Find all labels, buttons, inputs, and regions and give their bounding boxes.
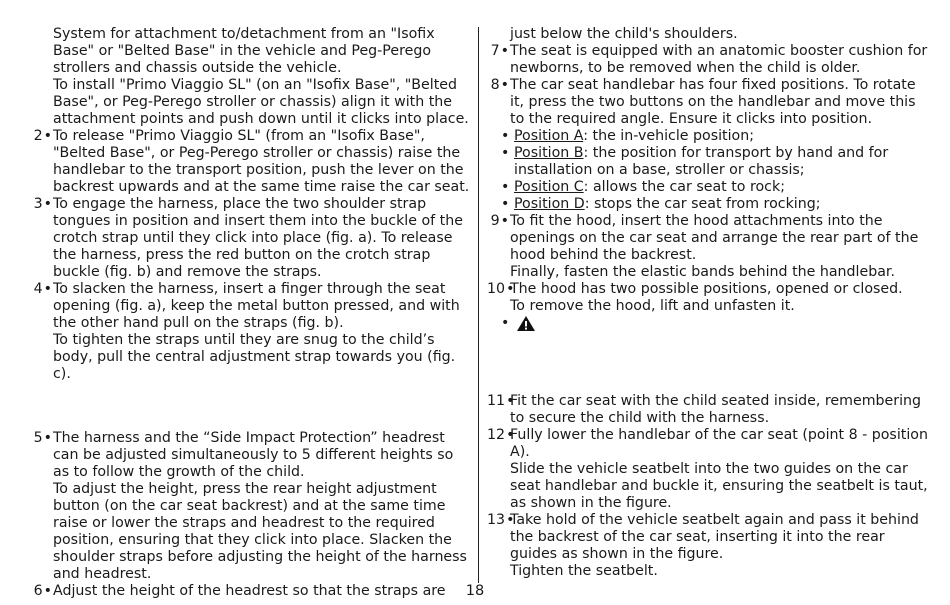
instruction-item-10 — [487, 281, 932, 315]
item-number: 8 • — [487, 77, 509, 94]
instruction-item-5 — [30, 430, 470, 583]
item-text: Tighten the seatbelt. — [510, 563, 658, 579]
item-number: 3 • — [30, 196, 52, 213]
position-b-bullet — [487, 145, 932, 179]
item-text: To adjust the height, press the rear height adjustment button (on the car seat backrest) and at the same time raise or lower the straps and headrest to the required position, ensuring that they click into place. Slacken the shoulder straps before adjusting the height of the harness and headrest. — [53, 481, 467, 582]
item-text: The seat is equipped with an anatomic booster cushion for newborns, to be removed when the child is older. — [510, 43, 928, 76]
instruction-item-4 — [30, 281, 470, 383]
position-label: Position B — [514, 145, 584, 161]
item-text: The hood has two possible positions, opened or closed. — [510, 281, 903, 297]
instruction-item-12 — [487, 427, 932, 512]
item-number: 5 • — [30, 430, 52, 447]
item-text: To tighten the straps until they are snug to the child’s body, pull the central adjustment strap towards you (fig. c). — [53, 332, 456, 382]
right-column — [487, 26, 932, 580]
position-label: Position D — [514, 196, 585, 212]
position-text: : the in-vehicle position; — [583, 128, 754, 144]
warning-bullet — [487, 315, 932, 337]
position-text: : allows the car seat to rock; — [583, 179, 785, 195]
intro-block — [30, 26, 470, 128]
position-text: : stops the car seat from rocking; — [584, 196, 821, 212]
item-text: To fit the hood, insert the hood attachments into the openings on the car seat and arrange the rear part of the hood behind the backrest. — [510, 213, 919, 263]
page-number: 18 — [465, 583, 485, 599]
bullet-dot: • — [501, 128, 510, 144]
item-text: To release "Primo Viaggio SL" (from an "Isofix Base", "Belted Base", or Peg-Perego stroller or chassis) raise the handlebar to the transport position, push the lever on the backrest upwards and at the same time raise the car seat. — [53, 128, 470, 195]
instruction-item-11 — [487, 393, 932, 427]
item-text: Adjust the height of the headrest so that the straps are — [53, 583, 446, 599]
warning-triangle-icon — [516, 315, 536, 337]
item-number: 13 • — [487, 512, 509, 529]
section-gap — [30, 383, 470, 430]
instruction-item-7 — [487, 43, 932, 77]
item-text: To remove the hood, lift and unfasten it. — [510, 298, 795, 314]
item-text: The car seat handlebar has four fixed positions. To rotate it, press the two buttons on the handlebar and move this to the required angle. Ensure it clicks into position. — [510, 77, 916, 127]
instruction-item-8 — [487, 77, 932, 128]
item-text: The harness and the “Side Impact Protection” headrest can be adjusted simultaneously to 5 different heights so as to follow the growth of the child. — [53, 430, 454, 480]
position-a-bullet — [487, 128, 932, 145]
item-text: Slide the vehicle seatbelt into the two guides on the car seat handlebar and buckle it, ensuring the seatbelt is taut, as shown in the figure. — [510, 461, 928, 511]
position-c-bullet — [487, 179, 932, 196]
position-text: : the position for transport by hand and for installation on a base, stroller or chassis; — [514, 145, 889, 178]
bullet-dot: • — [501, 145, 510, 161]
column-divider — [478, 27, 479, 583]
position-label: Position A — [514, 128, 584, 144]
item-text: To slacken the harness, insert a finger through the seat opening (fig. a), keep the metal button pressed, and with the other hand pull on the straps (fig. b). — [53, 281, 460, 331]
item-number: 7 • — [487, 43, 509, 60]
instruction-item-9 — [487, 213, 932, 281]
intro-paragraph: To install "Primo Viaggio SL" (on an "Isofix Base", "Belted Base", or Peg-Perego stroller or chassis) align it with the attachment points and push down until it clicks into place. — [53, 77, 469, 127]
left-column — [30, 26, 470, 600]
bullet-dot: • — [501, 315, 510, 331]
bullet-dot: • — [501, 196, 510, 212]
item-number: 6 • — [30, 583, 52, 600]
instruction-item-2 — [30, 128, 470, 196]
item-number: 10 • — [487, 281, 509, 298]
instruction-item-13 — [487, 512, 932, 580]
item-number: 12 • — [487, 427, 509, 444]
item-text: To engage the harness, place the two shoulder strap tongues in position and insert them into the buckle of the crotch strap until they click into place (fig. a). To release the harness, press the red button on the crotch strap buckle (fig. b) and remove the straps. — [53, 196, 463, 280]
item-text: Fully lower the handlebar of the car seat (point 8 - position A). — [510, 427, 928, 460]
bullet-dot: • — [501, 179, 510, 195]
item-text: just below the child's shoulders. — [510, 26, 738, 42]
continued-text — [487, 26, 932, 43]
item-text: Finally, fasten the elastic bands behind the handlebar. — [510, 264, 895, 280]
section-gap — [487, 337, 932, 393]
position-label: Position C — [514, 179, 584, 195]
item-number: 4 • — [30, 281, 52, 298]
item-number: 11 • — [487, 393, 509, 410]
instruction-item-3 — [30, 196, 470, 281]
item-text: Fit the car seat with the child seated inside, remembering to secure the child with the harness. — [510, 393, 922, 426]
item-number: 2 • — [30, 128, 52, 145]
item-number: 9 • — [487, 213, 509, 230]
item-text: Take hold of the vehicle seatbelt again and pass it behind the backrest of the car seat, inserting it into the rear guides as shown in the figure. — [510, 512, 919, 562]
position-d-bullet — [487, 196, 932, 213]
intro-paragraph: System for attachment to/detachment from an "Isofix Base" or "Belted Base" in the vehicle and Peg-Perego strollers and chassis outside the vehicle. — [53, 26, 435, 76]
